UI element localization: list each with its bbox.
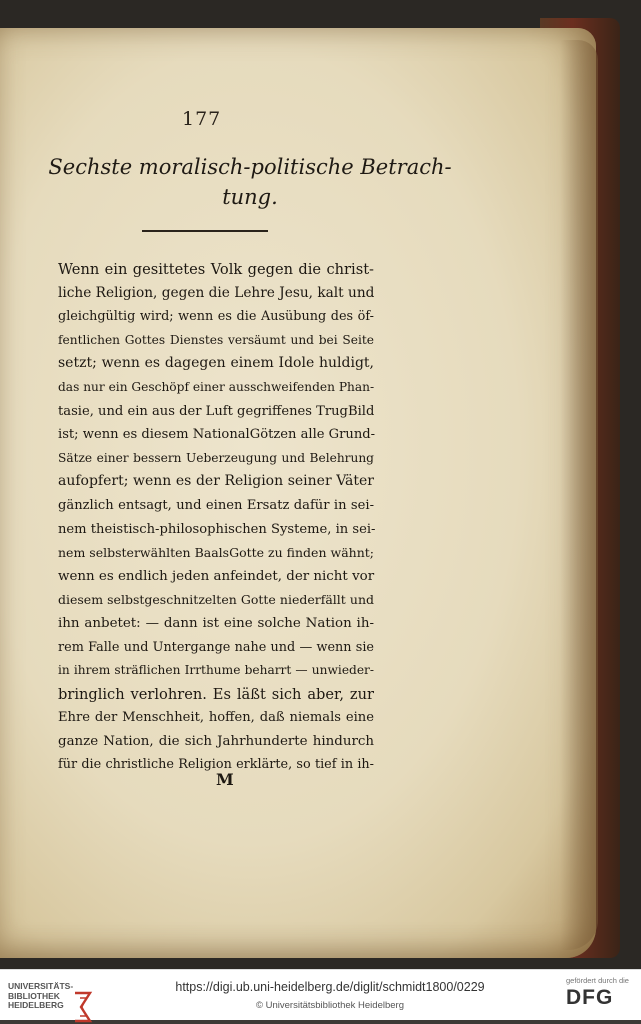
text-line: Wenn ein gesittetes Volk gegen die christ-: [58, 261, 374, 278]
dfg-funded-by-text: gefördert durch die: [566, 976, 629, 985]
text-line: das nur ein Geschöpf einer ausschweifenden Phan-: [58, 379, 375, 394]
viewer-footer: [0, 969, 641, 1020]
text-line: für die christliche Religion erklärte, so tief in ih-: [58, 757, 374, 773]
text-line: aufopfert; wenn es der Religion seiner Väter: [58, 473, 374, 490]
text-line: ist; wenn es diesem NationalGötzen alle Grund-: [58, 427, 376, 443]
text-line: bringlich verlohren. Es läßt sich aber, zur: [58, 685, 374, 703]
text-line: diesem selbstgeschnitzelten Gotte niederfällt und: [58, 592, 374, 608]
chapter-title-line-2: tung.: [222, 185, 278, 209]
page-number: 177: [182, 108, 222, 130]
page-edge-shadow: [560, 40, 598, 950]
text-line: ganze Nation, die sich Jahrhunderte hindurch: [58, 733, 374, 749]
dfg-funding-logo[interactable]: [566, 976, 636, 1016]
title-divider: [142, 230, 268, 232]
text-line: wenn es endlich jeden anfeindet, der nicht vor: [58, 568, 375, 584]
permalink-url[interactable]: https://digi.ub.uni-heidelberg.de/diglit/schmidt1800/0229: [175, 980, 485, 994]
copyright-notice: © Universitätsbibliothek Heidelberg: [256, 1000, 404, 1011]
body-text: [58, 258, 378, 777]
text-line: liche Religion, gegen die Lehre Jesu, kalt und: [58, 284, 375, 301]
university-library-logo[interactable]: [8, 982, 98, 1012]
text-line: nem theistisch-philosophischen Systeme, in sei-: [58, 521, 376, 537]
text-line: in ihrem sträflichen Irrthume beharrt — unwieder-: [58, 663, 374, 678]
text-line: tasie, und ein aus der Luft gegriffenes TrugBild: [58, 403, 375, 419]
text-line: gänzlich entsagt, und einen Ersatz dafür in sei-: [58, 497, 374, 513]
text-line: ihn anbetet: — dann ist eine solche Nation ih-: [58, 615, 374, 631]
logo-text-line-2: BIBLIOTHEK: [8, 990, 60, 1001]
catchword: M: [216, 770, 234, 789]
text-line: Sätze einer bessern Ueberzeugung und Belehrung: [58, 450, 374, 465]
chapter-title-line-1: Sechste moralisch-politische Betrach-: [48, 155, 452, 179]
text-line: Ehre der Menschheit, hoffen, daß niemals eine: [58, 710, 374, 726]
text-line: rem Falle und Untergange nahe und — wenn sie: [58, 639, 374, 655]
logo-text-line-1: UNIVERSITÄTS-: [8, 981, 74, 991]
text-line: fentlichen Gottes Dienstes versäumt und bei Seite: [58, 332, 374, 347]
dfg-logo-text: DFG: [566, 986, 614, 1009]
text-line: nem selbsterwählten BaalsGotte zu finden wähnt;: [58, 545, 374, 561]
chapter-title: [40, 152, 460, 212]
text-line: gleichgültig wird; wenn es die Ausübung des öf-: [58, 309, 374, 325]
text-line: setzt; wenn es dagegen einem Idole huldigt,: [58, 355, 374, 372]
logo-text-line-3: HEIDELBERG: [8, 1000, 64, 1010]
